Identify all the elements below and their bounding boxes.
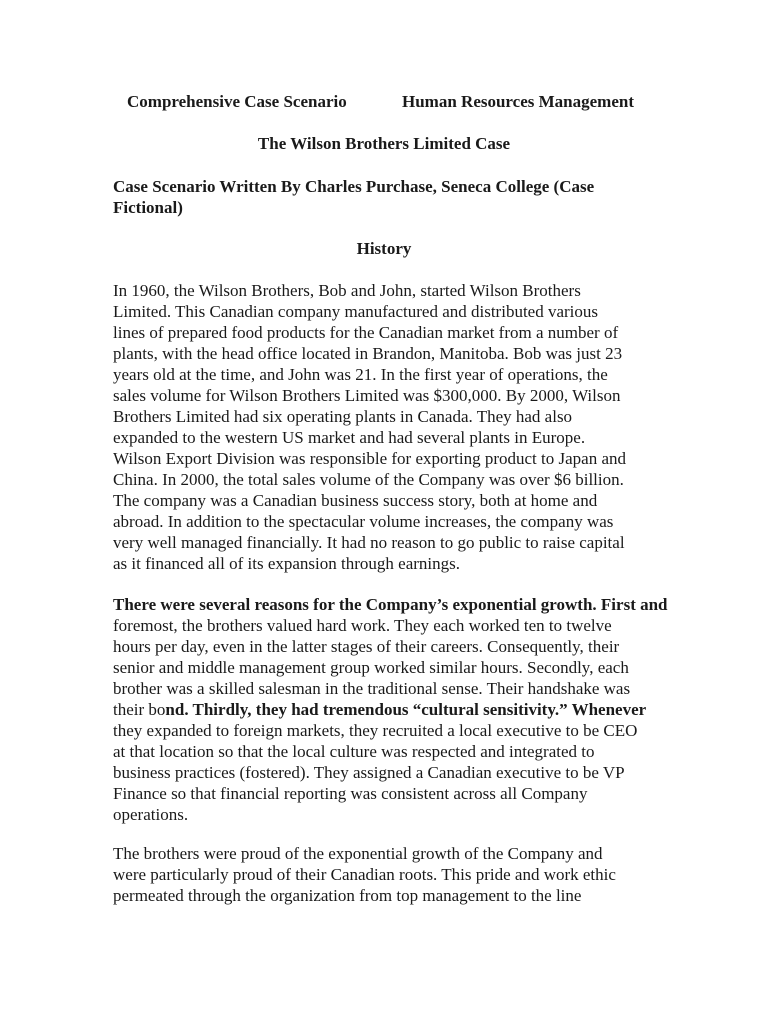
text-line: were particularly proud of their Canadian roots. This pride and work ethic bbox=[113, 865, 616, 884]
text-line: The brothers were proud of the exponential growth of the Company and bbox=[113, 844, 603, 863]
text-span-bold: nd. Thirdly, they had tremendous “cultural sensitivity.” Whenever bbox=[165, 700, 647, 719]
header-subject: Human Resources Management bbox=[402, 92, 634, 111]
text-line: expanded to the western US market and had several plants in Europe. bbox=[113, 428, 586, 447]
byline-line: Fictional) bbox=[113, 198, 183, 217]
text-line-bold: There were several reasons for the Company’s exponential growth. First and bbox=[113, 595, 668, 614]
text-line: senior and middle management group worked similar hours. Secondly, each bbox=[113, 658, 629, 677]
text-line: Limited. This Canadian company manufactured and distributed various bbox=[113, 302, 599, 321]
text-line: sales volume for Wilson Brothers Limited was $300,000. By 2000, Wilson bbox=[113, 386, 621, 405]
text-line: abroad. In addition to the spectacular volume increases, the company was bbox=[113, 512, 614, 531]
text-line: as it financed all of its expansion through earnings. bbox=[113, 554, 460, 573]
text-line: Finance so that financial reporting was consistent across all Company bbox=[113, 784, 588, 803]
header-course-type: Comprehensive Case Scenario bbox=[127, 92, 347, 111]
text-line-mixed bbox=[113, 699, 658, 720]
text-line: permeated through the organization from top management to the line bbox=[113, 886, 582, 905]
paragraph-growth-reasons bbox=[113, 594, 668, 825]
case-title: The Wilson Brothers Limited Case bbox=[257, 134, 511, 153]
text-line: Wilson Export Division was responsible for exporting product to Japan and bbox=[113, 449, 627, 468]
text-line: foremost, the brothers valued hard work. They each worked ten to twelve bbox=[113, 616, 612, 635]
byline-line: Case Scenario Written By Charles Purchase, Seneca College (Case bbox=[113, 177, 595, 196]
paragraph-canadian-roots bbox=[113, 843, 658, 906]
text-line: years old at the time, and John was 21. In the first year of operations, the bbox=[113, 365, 608, 384]
text-line: plants, with the head office located in Brandon, Manitoba. Bob was just 23 bbox=[113, 344, 623, 363]
paragraph-history-intro bbox=[113, 280, 658, 574]
text-line: In 1960, the Wilson Brothers, Bob and John, started Wilson Brothers bbox=[113, 281, 581, 300]
text-line: business practices (fostered). They assigned a Canadian executive to be VP bbox=[113, 763, 625, 782]
section-heading-history: History bbox=[356, 239, 412, 258]
text-line: Brothers Limited had six operating plants in Canada. They had also bbox=[113, 407, 573, 426]
text-line: operations. bbox=[113, 805, 189, 824]
text-line: The company was a Canadian business success story, both at home and bbox=[113, 491, 598, 510]
text-line: hours per day, even in the latter stages of their careers. Consequently, their bbox=[113, 637, 620, 656]
page-header bbox=[0, 92, 768, 116]
author-byline bbox=[113, 176, 663, 218]
text-line: China. In 2000, the total sales volume of the Company was over $6 billion. bbox=[113, 470, 624, 489]
text-line: lines of prepared food products for the Canadian market from a number of bbox=[113, 323, 619, 342]
text-line: brother was a skilled salesman in the traditional sense. Their handshake was bbox=[113, 679, 631, 698]
text-span: their bo bbox=[113, 700, 166, 719]
text-line: at that location so that the local culture was respected and integrated to bbox=[113, 742, 595, 761]
text-line: very well managed financially. It had no reason to go public to raise capital bbox=[113, 533, 625, 552]
text-line: they expanded to foreign markets, they recruited a local executive to be CEO bbox=[113, 721, 638, 740]
